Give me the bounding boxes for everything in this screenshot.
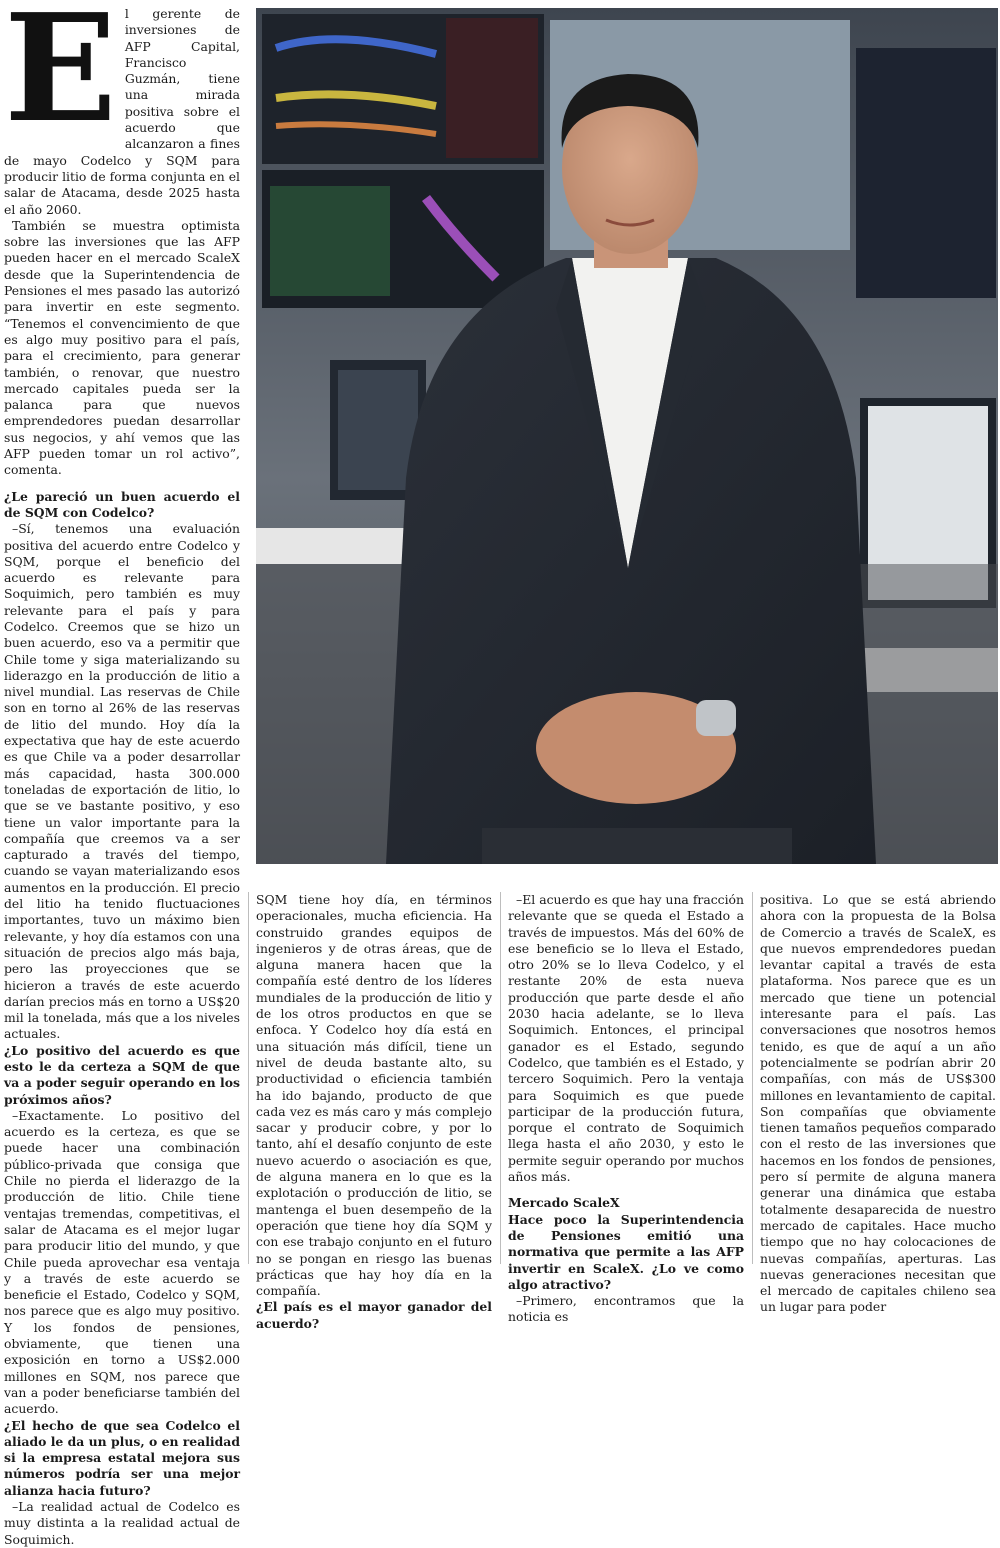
interview-question: Hace poco la Superintendencia de Pensiones emitió una normativa que permite a las AFP invertir en ScaleX. ¿Lo ve como algo atractivo? [508,1211,744,1292]
interview-answer: SQM tiene hoy día, en términos operacionales, mucha eficiencia. Ha construido grandes equipos de ingenieros y de otras áreas, que de alguna manera hacen que la compañía esté dentro de los líderes mundiales de la producción de litio y de los otros productos en que se enfoca. Y Codelco hoy día está en una situación más difícil, tiene un nivel de deuda bastante alto, su productividad o eficiencia también ha ido bajando, producto de que cada vez es más caro y más complejo sacar y producir cobre, y por lo tanto, ahí el desafío conjunto de este nuevo acuerdo o asociación es que, de alguna manera en lo que es la explotación o producción de litio, se mantenga el buen desempeño de la operación que tiene hoy día SQM y con ese trabajo conjunto en el futuro no se pongan en riesgo las buenas prácticas que hay hoy día en la compañía. [256,892,492,1299]
interview-answer: –Sí, tenemos una evaluación positiva del acuerdo entre Codelco y SQM, porque el beneficio del acuerdo es relevante para Soquimich, pero también es muy relevante para el país y para Codelco. Creemos que se hizo un buen acuerdo, eso va a permitir que Chile tome y siga materializando su liderazgo en la producción de litio a nivel mundial. Las reservas de Chile son en torno al 26% de las reservas de litio del mundo. Hoy día la expectativa que hay de este acuerdo es que Chile va a poder desarrollar más capacidad, hasta 300.000 toneladas de exportación de litio, lo que se ve bastante positivo, y eso tiene un valor importante para la compañía que creemos va a ser capturado a través del tiempo, cuando se vayan materializando esos aumentos en la producción. El precio del litio ha tenido fluctuaciones importantes, tuvo un máximo bien relevante, y hoy día estamos con una situación de precios algo más baja, pero las proyecciones que se hicieron a través de este acuerdo darían precios más en torno a US$20 mil la tonelada, más que a los niveles actuales. [4,521,240,1042]
body-paragraph: También se muestra optimista sobre las inversiones que las AFP pueden hacer en el mercado ScaleX desde que la Superintendencia de Pensiones el mes pasado las autorizó para invertir en este segmento. “Tenemos el convencimiento de que es algo muy positivo para el país, para el crecimiento, para generar también, o renovar, que nuestro mercado capitales pueda ser la palanca para que nuevos emprendedores puedan desarrollar sus negocios, y ahí vemos que las AFP pueden tomar un rol activo”, comenta. [4,217,240,478]
interview-answer: –Exactamente. Lo positivo del acuerdo es la certeza, es que se puede hacer una combinación público-privada que consiga que Chile no pierda el liderazgo de la producción de litio. Chile tiene ventajas tremendas, competitivas, el salar de Atacama es el mejor lugar para producir litio del mundo, y que Chile pueda aprovechar esa ventaja y a través de este acuerdo se beneficie el Estado, Codelco y SQM, nos parece que es algo muy positivo. Y los fondos de pensiones, obviamente, que tienen una exposición en torno a US$2.000 millones en SQM, nos parece que van a poder beneficiarse también del acuerdo. [4,1107,240,1417]
section-subheading: Mercado ScaleX [508,1195,620,1211]
interview-question: ¿Le pareció un buen acuerdo el de SQM con Codelco? [4,488,240,520]
interview-answer: positiva. Lo que se está abriendo ahora con la propuesta de la Bolsa de Comercio a través de ScaleX, es que nuevos emprendedores puedan levantar capital a través de esta plataforma. Nos parece que es un mercado que tiene un potencial interesante para el país. Las conversaciones que nosotros hemos tenido, es que de aquí a un año potencialmente se podrían abrir 20 compañías, con más de US$300 millones en levantamiento de capital. Son compañías que obviamente tienen tamaños pequeños comparado con el resto de las inversiones que hacemos en los fondos de pensiones, pero sí permite de alguna manera generar una dinámica que estaba totalmente desaparecida de nuestro mercado de capitales. Hace mucho tiempo que no hay colocaciones de nuevas compañías, aperturas. Las nuevas generaciones necesitan que el mercado de capitales chileno sea un lugar para poder [760,892,996,1315]
column-divider [752,892,753,1264]
lead-paragraph: l gerente de inversiones de AFP Capital, Francisco Guzmán, tiene una mirada positiva sobre el acuerdo que alcanzaron a fines de mayo Codelco y SQM para producir litio de forma conjunta en el salar de Atacama, desde 2025 hasta el año 2060. [4,6,240,217]
interview-answer: –La realidad actual de Codelco es muy distinta a la realidad actual de Soquimich. [4,1499,240,1547]
interview-answer: –Primero, encontramos que la noticia es [508,1293,744,1325]
column-divider [500,892,501,1264]
article-column-4 [760,892,996,1316]
article-column-1 [4,0,240,1548]
interview-question: ¿El país es el mayor ganador del acuerdo? [256,1299,492,1331]
interview-answer: –El acuerdo es que hay una fracción relevante que se queda el Estado a través de impuestos. Más del 60% de ese beneficio se lo lleva el Estado, otro 20% se lo lleva Codelco, y el restante 20% de esta nueva producción que parte desde el año 2030 hacia adelante, se lo lleva Soquimich. Entonces, el principal ganador es el Estado, segundo Codelco, que también es el Estado, y tercero Soquimich. Pero la ventaja para Soquimich es que puede participar de la producción futura, porque el contrato de Soquimich llega hasta el año 2030, y esto le permite seguir operando por muchos años más. [508,892,744,1185]
interview-question: ¿Lo positivo del acuerdo es que esto le da certeza a SQM de que va a poder seguir operando en los próximos años? [4,1042,240,1107]
portrait-photo [256,8,998,864]
article-column-3 [508,892,744,1326]
article-column-2 [256,892,492,1332]
drop-cap: E [4,0,117,155]
column-divider [248,892,249,1264]
photo-illustration [256,8,998,864]
interview-question: ¿El hecho de que sea Codelco el aliado le da un plus, o en realidad si la empresa estatal mejora sus números podría ser una mejor alianza hacia futuro? [4,1417,240,1498]
